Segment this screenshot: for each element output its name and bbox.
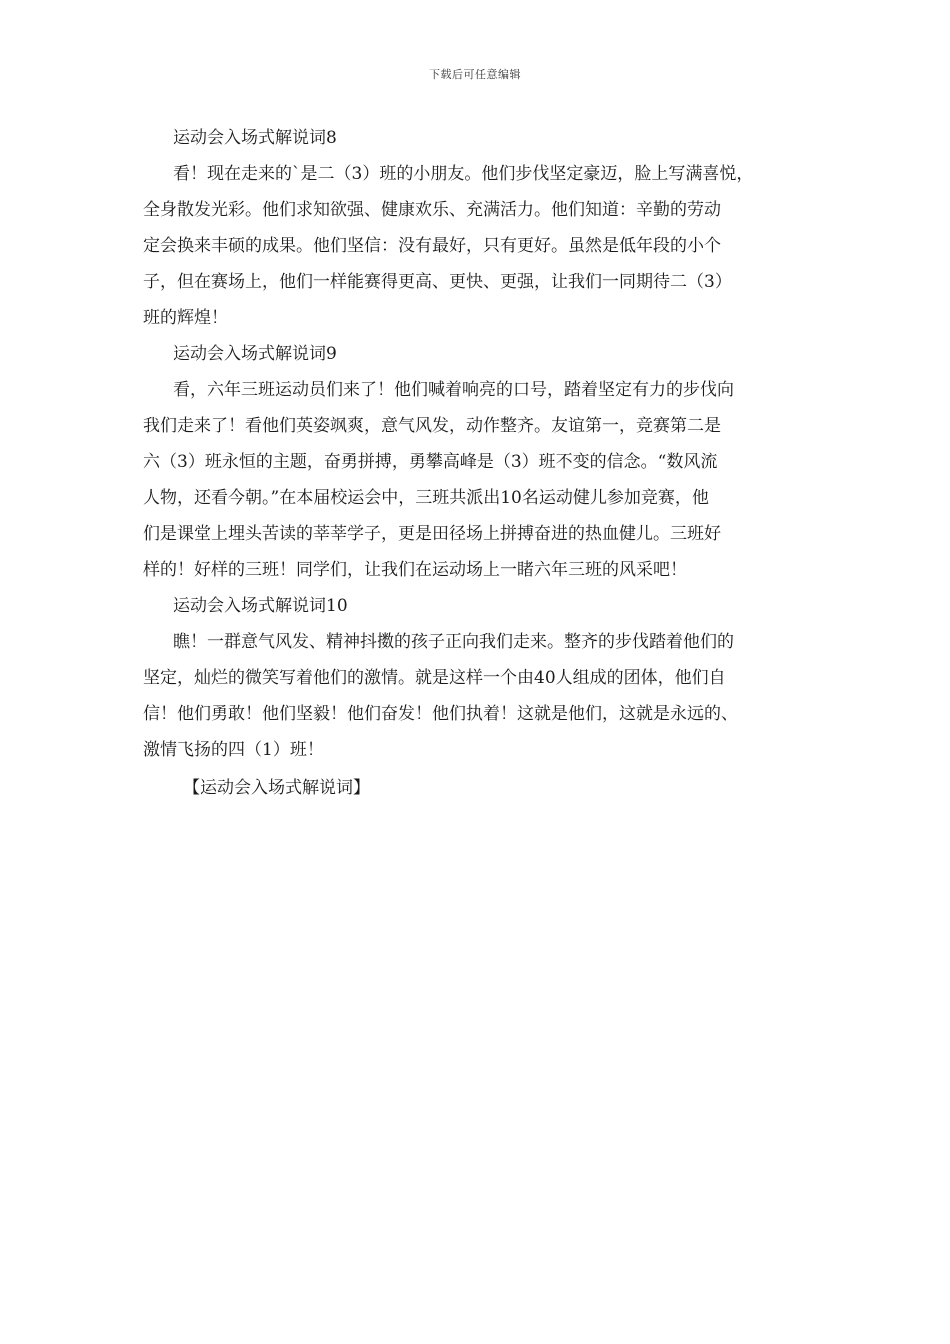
paragraph-line: 看，六年三班运动员们来了！他们喊着响亮的口号，踏着坚定有力的步伐向: [173, 380, 734, 400]
paragraph-line: 我们走来了！看他们英姿飒爽，意气风发，动作整齐。友谊第一，竞赛第二是: [143, 416, 721, 436]
section-heading-8: 运动会入场式解说词8: [173, 128, 337, 148]
document-tag: 【运动会入场式解说词】: [183, 778, 370, 798]
paragraph-line: 坚定，灿烂的微笑写着他们的激情。就是这样一个由40人组成的团体，他们自: [143, 668, 726, 688]
paragraph-line: 人物，还看今朝。”在本届校运会中，三班共派出10名运动健儿参加竞赛，他: [143, 488, 709, 508]
paragraph-line: 信！他们勇敢！他们坚毅！他们奋发！他们执着！这就是他们，这就是永远的、: [143, 704, 738, 724]
section-paragraph-9: [143, 372, 827, 588]
section-heading-9: 运动会入场式解说词9: [173, 344, 337, 364]
paragraph-line: 定会换来丰硕的成果。他们坚信：没有最好，只有更好。虽然是低年段的小个: [143, 236, 721, 256]
header-note: 下载后可任意编辑: [429, 68, 521, 81]
paragraph-line: 班的辉煌！: [143, 308, 228, 328]
document-body: [143, 120, 827, 806]
section-paragraph-10: [143, 624, 827, 768]
section-paragraph-8: [143, 156, 827, 336]
paragraph-line: 激情飞扬的四（1）班！: [143, 740, 324, 760]
paragraph-line: 全身散发光彩。他们求知欲强、健康欢乐、充满活力。他们知道：辛勤的劳动: [143, 200, 721, 220]
paragraph-line: 们是课堂上埋头苦读的莘莘学子，更是田径场上拼搏奋进的热血健儿。三班好: [143, 524, 721, 544]
paragraph-line: 样的！好样的三班！同学们，让我们在运动场上一睹六年三班的风采吧！: [143, 560, 687, 580]
paragraph-line: 子，但在赛场上，他们一样能赛得更高、更快、更强，让我们一同期待二（3）: [143, 272, 732, 292]
paragraph-line: 瞧！一群意气风发、精神抖擞的孩子正向我们走来。整齐的步伐踏着他们的: [173, 632, 734, 652]
section-heading-10: 运动会入场式解说词10: [173, 596, 348, 616]
paragraph-line: 六（3）班永恒的主题，奋勇拼搏，勇攀高峰是（3）班不变的信念。“数风流: [143, 452, 718, 472]
paragraph-line: 看！现在走来的`是二（3）班的小朋友。他们步伐坚定豪迈，脸上写满喜悦，: [173, 164, 754, 184]
